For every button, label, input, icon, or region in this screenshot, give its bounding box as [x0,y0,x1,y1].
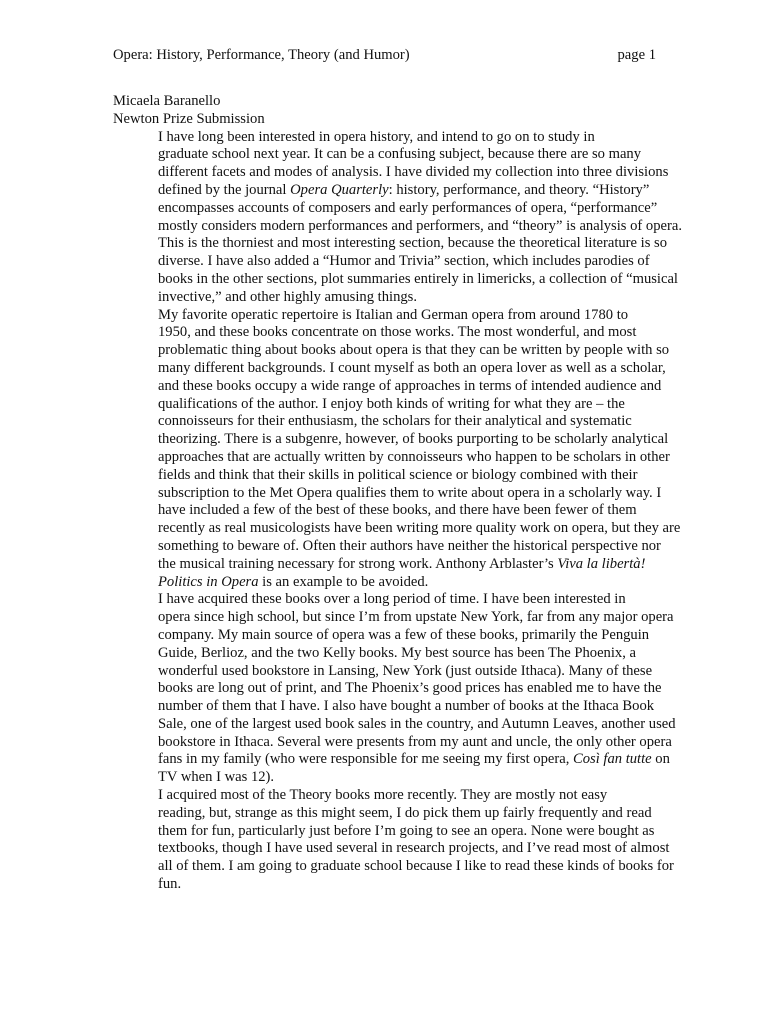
text-line: fun. [158,876,182,893]
paragraph-2 [113,306,681,592]
text-line: books are long out of print, and The Phoenix’s good prices has enabled me to have the [158,680,662,697]
text-line: problematic thing about books about opera is that they can be written by people with so [158,342,670,359]
text-line: recently as real musicologists have been writing more quality work on opera, but they are [158,520,681,537]
text-line: all of them. I am going to graduate school because I like to read these kinds of books for [158,858,674,875]
text-line: bookstore in Ithaca. Several were presents from my aunt and uncle, the only other opera [158,733,672,750]
text-line: I acquired most of the Theory books more recently. They are mostly not easy [158,787,608,804]
text-run: on [651,751,670,768]
text-line: textbooks, though I have used several in research projects, and I’ve read most of almost [158,840,670,857]
text-line: connoisseurs for their enthusiasm, the scholars for their analytical and systematic [158,413,632,430]
book-title: Politics in Opera [158,573,259,590]
text-line: have included a few of the best of these books, and there have been fewer of them [158,502,637,519]
text-line: opera since high school, but since I’m from upstate New York, far from any major opera [158,609,674,626]
text-line: invective,” and other highly amusing things. [158,288,417,305]
text-line [113,556,658,574]
text-line [113,751,670,769]
text-line [113,182,658,200]
text-line [113,574,658,592]
text-line: different facets and modes of analysis. I have divided my collection into three divisions [158,164,669,181]
text-line: qualifications of the author. I enjoy both kinds of writing for what they are – the [158,395,625,412]
paragraph-3 [113,591,676,787]
text-line: approaches that are actually written by connoisseurs who happen to be scholars in other [158,448,670,465]
text-line: 1950, and these books concentrate on those works. The most wonderful, and most [158,324,637,341]
text-run: the musical training necessary for strong work. Anthony Arblaster’s [158,555,558,572]
text-run: defined by the journal [158,181,291,198]
author-name: Micaela Baranello [113,93,221,109]
text-run: is an example to be avoided. [258,573,429,590]
opera-title: Così fan tutte [573,751,652,768]
text-line: subscription to the Met Opera qualifies them to write about opera in a scholarly way. I [158,484,662,501]
paragraph-1 [113,128,682,307]
text-line: many different backgrounds. I count myself as both an opera lover as well as a scholar, [158,359,666,376]
text-line: My favorite operatic repertoire is Italian and German opera from around 1780 to [158,306,629,323]
text-line: theorizing. There is a subgenre, however, of books purporting to be scholarly analytical [158,431,669,448]
text-line: reading, but, strange as this might seem, I do pick them up fairly frequently and read [158,804,652,821]
text-line: fields and think that their skills in political science or biology combined with their [158,466,638,483]
text-line: books in the other sections, plot summaries entirely in limericks, a collection of “musical [158,270,678,287]
text-line: Guide, Berlioz, and the two Kelly books. My best source has been The Phoenix, a [158,644,636,661]
paragraph-4 [113,787,674,894]
text-run: fans in my family (who were responsible for me seeing my first opera, [158,751,573,768]
text-line: Sale, one of the largest used book sales in the country, and Autumn Leaves, another used [158,715,676,732]
journal-title: Opera Quarterly [290,181,389,198]
text-line: This is the thorniest and most interesting section, because the theoretical literature is so [158,235,668,252]
text-line: and these books occupy a wide range of approaches in terms of intended audience and [158,377,662,394]
document-body [113,93,682,894]
text-line: wonderful used bookstore in Lansing, New York (just outside Ithaca). Many of these [158,662,653,679]
text-line: I have acquired these books over a long period of time. I have been interested in [158,591,626,608]
text-line: graduate school next year. It can be a confusing subject, because there are so many [158,146,642,163]
text-line: something to beware of. Often their authors have neither the historical perspective nor [158,537,661,554]
text-line: encompasses accounts of composers and early performances of opera, “performance” [158,199,658,216]
text-line: company. My main source of opera was a few of these books, primarily the Penguin [158,626,650,643]
header-title: Opera: History, Performance, Theory (and Humor) [113,47,410,63]
text-line: I have long been interested in opera history, and intend to go on to study in [158,128,595,145]
text-line: mostly considers modern performances and performers, and “theory” is analysis of opera. [158,217,682,234]
book-title: Viva la libertà! [557,555,646,572]
submission-title: Newton Prize Submission [113,110,265,127]
text-line: diverse. I have also added a “Humor and Trivia” section, which includes parodies of [158,253,650,270]
text-line: them for fun, particularly just before I’m going to see an opera. None were bought as [158,822,655,839]
header-page-number: page 1 [617,47,656,63]
text-line: TV when I was 12). [158,769,275,786]
text-run: : history, performance, and theory. “History” [388,181,650,198]
text-line: number of them that I have. I also have bought a number of books at the Ithaca Book [158,698,655,715]
